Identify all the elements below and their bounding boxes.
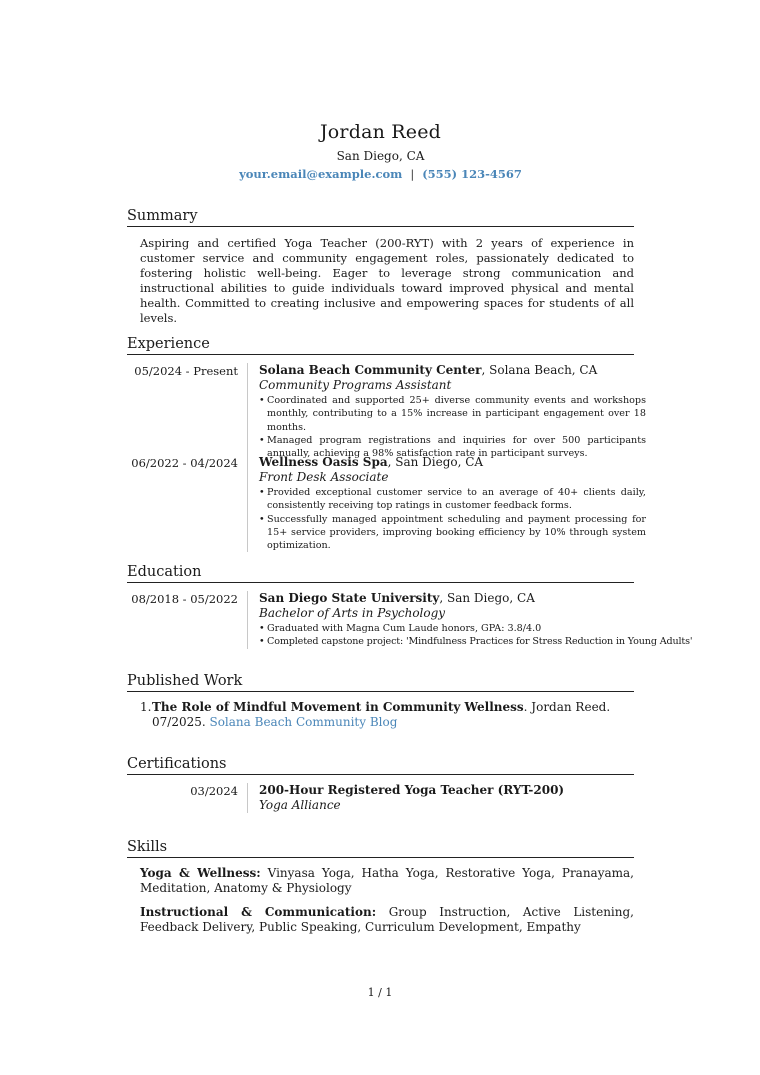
organization-name: Solana Beach Community Center [259,363,482,377]
entry-dates: 03/2024 [190,784,238,798]
section-title-skills: Skills [127,839,634,858]
skill-group-label: Instructional & Communication: [140,905,377,919]
skill-group [140,866,634,896]
section-title-published-work: Published Work [127,673,634,692]
entry-role: Front Desk Associate [259,470,389,484]
publication-venue-link[interactable]: Solana Beach Community Blog [209,715,398,729]
entry-bullets [259,394,646,460]
certification-issuer: Yoga Alliance [259,798,341,812]
entry-body [247,363,646,460]
skill-group-text: Vinyasa Yoga, Hatha Yoga, Restorative Yoga, Pranayama, Meditation, Anatomy & Physiology [140,866,634,895]
candidate-name: Jordan Reed [319,121,442,143]
entry-bullets [259,622,693,649]
email-link[interactable]: your.email@example.com [239,167,403,181]
entry-body [247,783,646,813]
publication-details: . Jordan Reed. 07/2025. [152,700,611,729]
publication-title: The Role of Mindful Movement in Community Wellness [152,700,524,714]
entry-organization [259,591,646,606]
section-title-summary: Summary [127,208,634,227]
skill-group-text: Group Instruction, Active Listening, Feedback Delivery, Public Speaking, Curriculum Development, Empathy [140,905,634,934]
publication-number: 1. [140,700,152,714]
section-title-education: Education [127,564,634,583]
entry-dates: 05/2024 - Present [134,364,238,378]
certification-name-text: 200-Hour Registered Yoga Teacher (RYT-200) [259,783,565,797]
section-title-certifications: Certifications [127,756,634,775]
bullet-item: • Successfully managed appointment scheduling and payment processing for 15+ service providers, improving booking efficiency by 10% through system optimization. [267,513,646,553]
phone-link[interactable]: (555) 123-4567 [422,167,522,181]
publication-item [140,700,634,730]
entry-degree: Bachelor of Arts in Psychology [259,606,446,620]
candidate-location: San Diego, CA [336,149,425,163]
certification-name [259,783,646,798]
entry-body [247,591,693,649]
organization-location: , San Diego, CA [387,455,484,469]
skill-group-label: Yoga & Wellness: [140,866,261,880]
entry-body [247,455,646,552]
entry-dates: 08/2018 - 05/2022 [131,592,238,606]
page-number: 1 / 1 [367,986,393,999]
institution-location: , San Diego, CA [439,591,535,605]
entry-organization [259,363,646,378]
entry-dates: 06/2022 - 04/2024 [131,456,238,470]
contact-line [127,167,634,181]
bullet-item: • Graduated with Magna Cum Laude honors, GPA: 3.8/4.0 [267,622,646,635]
summary-text: Aspiring and certified Yoga Teacher (200-RYT) with 2 years of experience in customer service and community engagement roles, passionately dedicated to fostering holistic well-being. Eager to leverage strong communication and instructional abilities to guide individuals toward improved physical and mental health. Committed to creating inclusive and empowering spaces for students of all levels. [140,236,634,325]
section-title-experience: Experience [127,336,634,355]
skill-group [140,905,634,935]
entry-bullets [259,486,646,552]
organization-name: Wellness Oasis Spa [259,455,388,469]
publication-text [152,700,634,730]
institution-name: San Diego State University [259,591,440,605]
bullet-item: • Provided exceptional customer service to an average of 40+ clients daily, consistently receiving top ratings in customer feedback forms. [267,486,646,513]
entry-role: Community Programs Assistant [259,378,452,392]
organization-location: , Solana Beach, CA [481,363,598,377]
bullet-item: • Coordinated and supported 25+ diverse community events and workshops monthly, contributing to a 15% increase in participant engagement over 18 months. [267,394,646,434]
contact-separator: | [410,167,415,181]
bullet-item: • Completed capstone project: 'Mindfulness Practices for Stress Reduction in Young Adults' [267,635,646,648]
bullet-item: • Managed program registrations and inquiries for over 500 participants annually, achieving a 98% satisfaction rate in participant surveys. [267,434,646,461]
entry-organization [259,455,646,470]
